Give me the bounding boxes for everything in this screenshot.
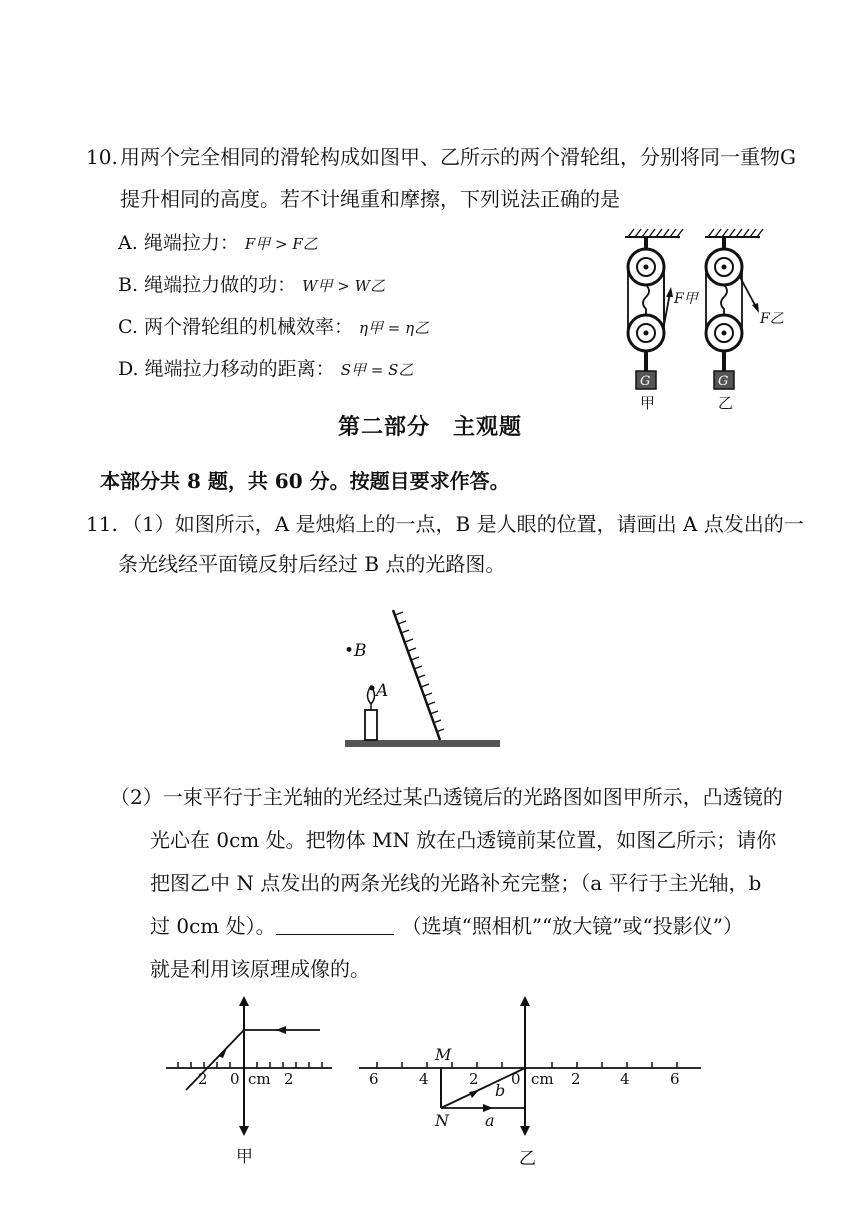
q10-option-c[interactable]: C. 两个滑轮组的机械效率： η甲 = η乙 xyxy=(118,316,430,338)
tick-label-cm: cm xyxy=(248,1070,271,1088)
caption-right: 乙 xyxy=(718,394,734,412)
tick-label-0: 0 xyxy=(511,1070,521,1088)
lens-figure-yi xyxy=(355,992,705,1172)
option-a-formula: F甲 > F乙 xyxy=(244,235,318,253)
tick-label-neg2: 2 xyxy=(198,1070,208,1088)
tick-label-neg6: 6 xyxy=(369,1070,379,1088)
q10-option-a[interactable]: A. 绳端拉力： F甲 > F乙 xyxy=(118,232,318,254)
q11-number: 11. xyxy=(86,512,118,536)
q10-number: 10. xyxy=(86,145,118,169)
tick-label-neg2: 2 xyxy=(469,1070,479,1088)
q11-part2-line5: 就是利用该原理成像的。 xyxy=(150,957,370,981)
weight-label-left: G xyxy=(640,374,651,389)
q10-option-d[interactable]: D. 绳端拉力移动的距离： S甲 = S乙 xyxy=(118,358,414,380)
q11-part2-line3: 把图乙中 N 点发出的两条光线的光路补充完整；（a 平行于主光轴，b xyxy=(150,871,762,895)
option-b-formula: W甲 > W乙 xyxy=(302,277,386,295)
q10-stem-line2: 提升相同的高度。若不计绳重和摩擦，下列说法正确的是 xyxy=(120,187,620,211)
option-d-formula: S甲 = S乙 xyxy=(340,361,414,379)
force-arrow-left xyxy=(664,287,673,325)
movable-pulley-left xyxy=(628,315,664,371)
section-title: 第二部分 主观题 xyxy=(337,414,522,440)
q11-part1-line2: 条光线经平面镜反射后经过 B 点的光路图。 xyxy=(118,552,506,576)
answer-blank[interactable] xyxy=(276,916,394,935)
label-b: b xyxy=(495,1081,506,1100)
q10-stem-line1: 用两个完全相同的滑轮构成如图甲、乙所示的两个滑轮组，分别将同一重物G xyxy=(120,145,796,169)
tick-label-neg4: 4 xyxy=(419,1070,429,1088)
ground xyxy=(345,740,500,747)
ceiling-right xyxy=(705,229,763,237)
label-n: N xyxy=(435,1111,449,1130)
tick-label-2: 2 xyxy=(571,1070,581,1088)
force-label-right: F乙 xyxy=(760,311,784,327)
section-intro: 本部分共 8 题，共 60 分。按题目要求作答。 xyxy=(100,469,510,493)
tick-label-0: 0 xyxy=(230,1070,240,1088)
movable-pulley-right xyxy=(706,315,742,371)
ceiling-left xyxy=(625,229,683,237)
force-label-left: F甲 xyxy=(674,291,698,307)
q11-part1-line1: （1）如图所示，A 是烛焰上的一点，B 是人眼的位置，请画出 A 点发出的一 xyxy=(122,512,804,536)
axis-ticks xyxy=(178,1062,322,1068)
mirror-hatching xyxy=(395,612,444,732)
caption-left: 甲 xyxy=(640,394,656,412)
plane-mirror xyxy=(393,610,440,740)
caption-jia: 甲 xyxy=(236,1147,253,1167)
caption-yi: 乙 xyxy=(519,1149,536,1169)
q11-part2-line4: 过 0cm 处）。 （选填“照相机”“放大镜”或“投影仪”） xyxy=(150,914,743,938)
q10-option-b[interactable]: B. 绳端拉力做的功： W甲 > W乙 xyxy=(118,274,386,296)
tick-label-4: 4 xyxy=(620,1070,630,1088)
ray-a xyxy=(441,1104,525,1112)
label-a: A xyxy=(376,681,389,701)
axis-ticks xyxy=(377,1062,677,1068)
tick-label-cm: cm xyxy=(531,1070,554,1088)
label-a: a xyxy=(485,1111,495,1130)
fixed-pulley-left xyxy=(628,237,664,285)
option-c-formula: η甲 = η乙 xyxy=(359,319,430,337)
tick-label-6: 6 xyxy=(670,1070,680,1088)
tick-label-2: 2 xyxy=(284,1070,294,1088)
fixed-pulley-right xyxy=(706,237,742,285)
lens-figure-jia xyxy=(160,992,340,1172)
convex-lens xyxy=(239,996,249,1136)
convex-lens xyxy=(520,996,530,1136)
pulley-figure xyxy=(610,225,790,415)
q11-part2-line2: 光心在 0cm 处。把物体 MN 放在凸透镜前某位置，如图乙所示；请你 xyxy=(150,828,777,852)
label-b: •B xyxy=(344,641,367,661)
label-m: M xyxy=(435,1045,452,1064)
weight-label-right: G xyxy=(718,374,729,389)
mirror-figure xyxy=(330,600,505,755)
point-a-dot xyxy=(370,686,375,691)
q11-part2-line1: （2）一束平行于主光轴的光经过某凸透镜后的光路图如图甲所示，凸透镜的 xyxy=(110,785,783,809)
